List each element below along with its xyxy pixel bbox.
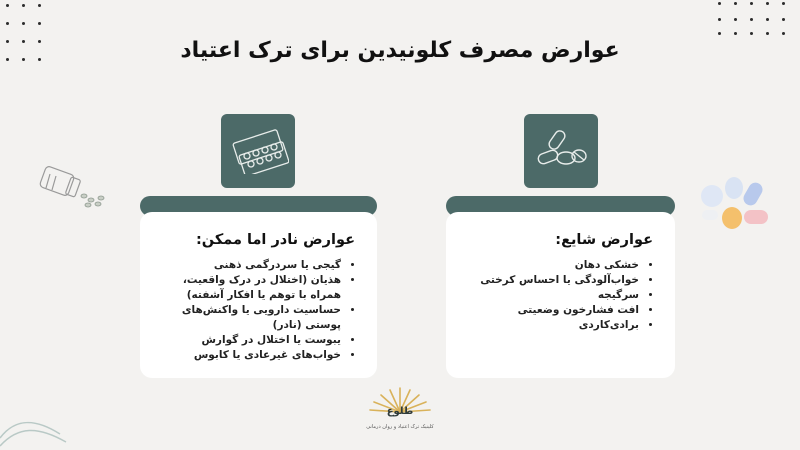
logo-subtitle: کلینیک ترک اعتیاد و روان درمانی — [366, 424, 434, 430]
list-item: • هذیان (اختلال در درک واقعیت، همراه با توهم یا افکار آشفته) — [156, 273, 341, 303]
logo-name: طلوع — [386, 406, 414, 417]
list-item: • سرگیجه — [462, 288, 639, 303]
colorful-pills-illustration — [694, 174, 780, 234]
brand-logo — [360, 382, 440, 448]
page-title: عوارض مصرف کلونیدین برای ترک اعتیاد — [180, 38, 620, 63]
dot-grid-top-right — [716, 0, 800, 34]
list-item: • برادی‌کاردی — [462, 318, 639, 333]
list-item: • خواب‌آلودگی یا احساس کرختی — [462, 273, 639, 288]
list-item: • خشکی دهان — [462, 258, 639, 273]
pill-blister-icon — [227, 128, 289, 174]
list-item: • افت فشارخون وضعیتی — [462, 303, 639, 318]
common-effects-heading: عوارض شایع: — [555, 232, 653, 248]
list-item: • یبوست یا اختلال در گوارش — [156, 333, 341, 348]
common-effects-icon-box — [524, 114, 598, 188]
list-item: • گیجی یا سردرگمی ذهنی — [156, 258, 341, 273]
rare-effects-icon-box — [221, 114, 295, 188]
common-effects-list — [462, 258, 653, 333]
pill-bottle-illustration — [38, 160, 108, 214]
pills-icon — [534, 128, 588, 174]
rare-effects-list — [156, 258, 355, 363]
list-item: • حساسیت دارویی یا واکنش‌های پوستی (نادر) — [156, 303, 341, 333]
common-effects-card — [446, 212, 675, 378]
decorative-wave — [0, 408, 70, 450]
list-item: • خواب‌های غیرعادی یا کابوس — [156, 348, 341, 363]
rare-effects-card — [140, 212, 377, 378]
rare-effects-heading: عوارض نادر اما ممکن: — [195, 232, 355, 248]
